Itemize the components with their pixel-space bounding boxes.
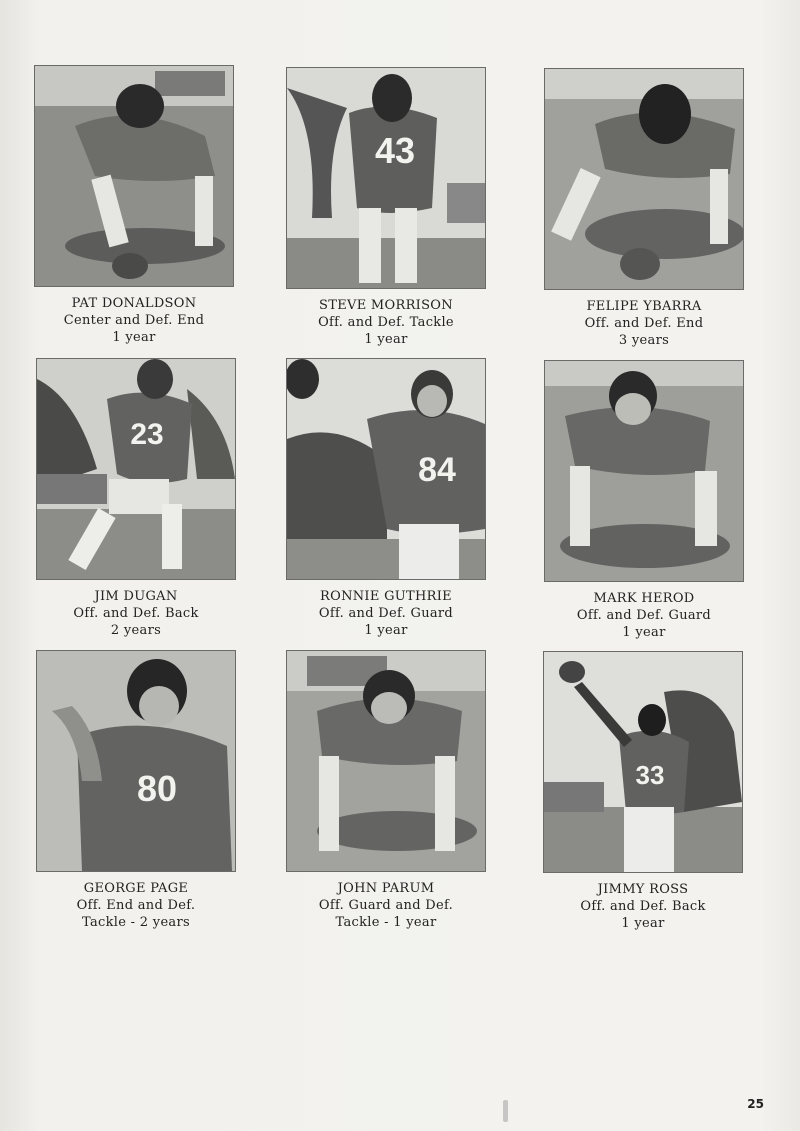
player-position: Off. and Def. Guard xyxy=(576,608,712,623)
player-caption xyxy=(286,297,486,348)
player-photo xyxy=(286,67,486,289)
player-photo xyxy=(286,358,486,580)
page-smudge xyxy=(503,1100,508,1122)
player-position: Off. and Def. Back xyxy=(73,606,199,621)
player-name: MARK HEROD xyxy=(593,591,695,606)
player-photo xyxy=(543,651,743,873)
player-caption xyxy=(36,880,236,931)
jersey-number: 80 xyxy=(136,768,178,809)
player-years: 2 years xyxy=(110,623,162,638)
player-position: Off. and Def. Guard xyxy=(318,606,454,621)
player-caption xyxy=(544,590,744,641)
player-years: 1 year xyxy=(112,330,156,345)
page-number: 25 xyxy=(747,1097,764,1111)
jersey-number: 84 xyxy=(418,451,456,489)
player-years: Tackle - 1 year xyxy=(335,915,437,930)
player-name: JIM DUGAN xyxy=(94,589,178,604)
player-years: 1 year xyxy=(364,332,408,347)
player-position: Off. and Def. Tackle xyxy=(318,315,454,330)
player-photo xyxy=(544,68,744,290)
player-photo xyxy=(36,358,236,580)
jersey-number: 23 xyxy=(130,418,164,451)
player-name: RONNIE GUTHRIE xyxy=(320,589,452,604)
jersey-number: 33 xyxy=(635,760,665,790)
player-card xyxy=(286,67,486,348)
player-position: Off. and Def. End xyxy=(584,316,704,331)
player-photo xyxy=(34,65,234,287)
player-card xyxy=(286,650,486,931)
player-name: JIMMY ROSS xyxy=(597,882,689,897)
player-caption xyxy=(543,881,743,932)
player-caption xyxy=(36,588,236,639)
player-card xyxy=(36,358,236,639)
player-photo xyxy=(286,650,486,872)
player-name: FELIPE YBARRA xyxy=(586,299,702,314)
player-position: Off. Guard and Def. xyxy=(318,898,454,913)
player-name: GEORGE PAGE xyxy=(83,881,189,896)
player-name: JOHN PARUM xyxy=(337,881,435,896)
player-card xyxy=(544,68,744,349)
player-years: 1 year xyxy=(621,916,665,931)
player-name: PAT DONALDSON xyxy=(71,296,197,311)
player-position: Center and Def. End xyxy=(63,313,205,328)
player-years: 1 year xyxy=(622,625,666,640)
player-years: 3 years xyxy=(618,333,670,348)
player-position: Off. End and Def. xyxy=(76,898,196,913)
player-card xyxy=(34,65,234,346)
player-name: STEVE MORRISON xyxy=(319,298,453,313)
jersey-number: 43 xyxy=(374,130,416,171)
player-caption xyxy=(286,588,486,639)
player-photo xyxy=(544,360,744,582)
player-photo xyxy=(36,650,236,872)
player-caption xyxy=(544,298,744,349)
player-card xyxy=(544,360,744,641)
player-card xyxy=(543,651,743,932)
player-card xyxy=(286,358,486,639)
player-position: Off. and Def. Back xyxy=(580,899,706,914)
player-card xyxy=(36,650,236,931)
player-caption xyxy=(34,295,234,346)
player-years: Tackle - 2 years xyxy=(82,915,190,930)
player-years: 1 year xyxy=(364,623,408,638)
player-caption xyxy=(286,880,486,931)
